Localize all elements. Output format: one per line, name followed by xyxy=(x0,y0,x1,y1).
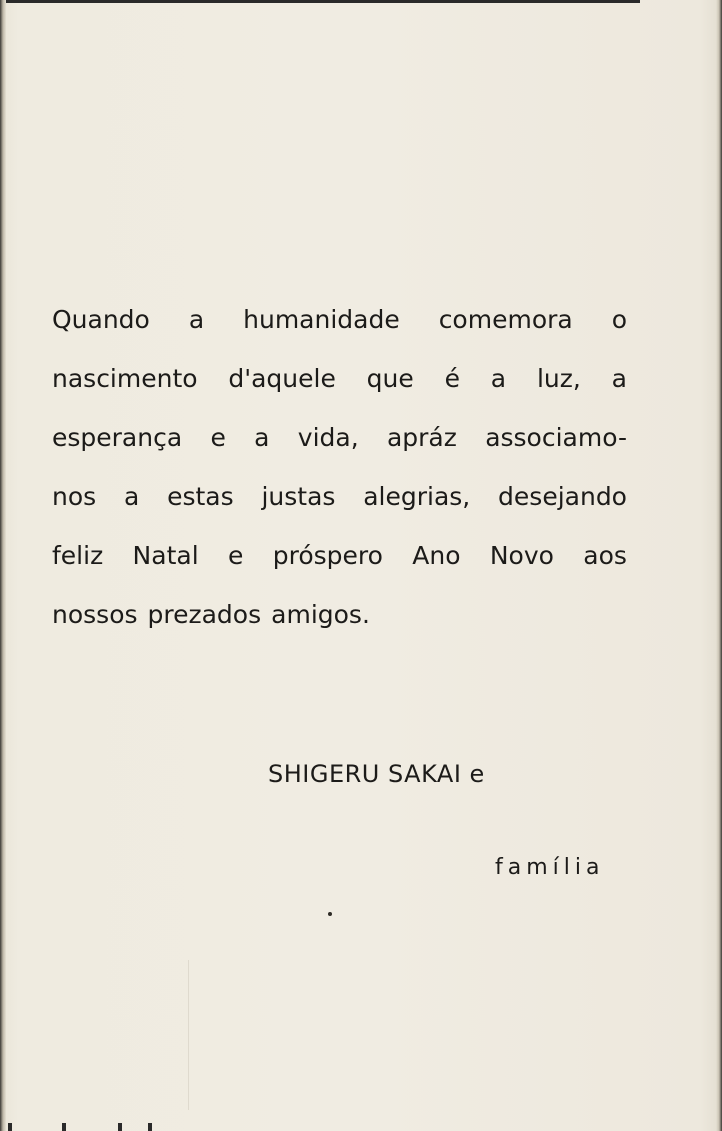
message-line xyxy=(52,467,627,526)
greeting-message xyxy=(52,290,627,644)
message-line xyxy=(52,349,627,408)
message-word: a xyxy=(254,423,270,452)
message-word: o xyxy=(611,305,627,334)
message-word: comemora xyxy=(438,305,573,334)
signature-name: SHIGERU SAKAI e xyxy=(268,760,485,788)
message-word: vida, xyxy=(297,423,359,452)
card-top-edge xyxy=(0,0,640,3)
message-word: e xyxy=(227,541,244,570)
message-word: Ano xyxy=(412,541,461,570)
message-word: alegrias, xyxy=(363,482,471,511)
message-word: prezados xyxy=(147,600,262,629)
message-word: estas xyxy=(167,482,234,511)
message-word: nascimento xyxy=(52,364,198,393)
message-word: feliz xyxy=(52,541,104,570)
message-word: e xyxy=(210,423,226,452)
message-word: amigos. xyxy=(271,600,370,629)
message-word: luz, xyxy=(536,364,581,393)
card-left-edge xyxy=(0,0,6,1131)
signature-family: família xyxy=(495,855,605,880)
message-word: é xyxy=(444,364,460,393)
bottom-edge-marks xyxy=(0,1117,200,1131)
message-word: esperança xyxy=(52,423,183,452)
message-word: que xyxy=(366,364,414,393)
message-word: associamo- xyxy=(485,423,627,452)
message-word: próspero xyxy=(272,541,383,570)
message-line xyxy=(52,526,627,585)
message-word: justas xyxy=(261,482,336,511)
ink-speck xyxy=(328,912,332,916)
message-word: Natal xyxy=(132,541,199,570)
message-line xyxy=(52,585,627,644)
paper-crease xyxy=(188,960,189,1110)
message-line xyxy=(52,408,627,467)
message-word: d'aquele xyxy=(228,364,336,393)
message-word: nos xyxy=(52,482,97,511)
card-right-edge xyxy=(716,0,722,1131)
message-word: Quando xyxy=(52,305,150,334)
message-word: a xyxy=(490,364,507,393)
message-word: Novo xyxy=(489,541,554,570)
message-word: aos xyxy=(583,541,627,570)
message-line xyxy=(52,290,627,349)
message-word: desejando xyxy=(498,482,627,511)
message-word: nossos xyxy=(52,600,138,629)
message-word: a xyxy=(188,305,205,334)
message-word: humanidade xyxy=(243,305,400,334)
message-word: a xyxy=(123,482,140,511)
message-word: apráz xyxy=(386,423,457,452)
message-word: a xyxy=(611,364,627,393)
